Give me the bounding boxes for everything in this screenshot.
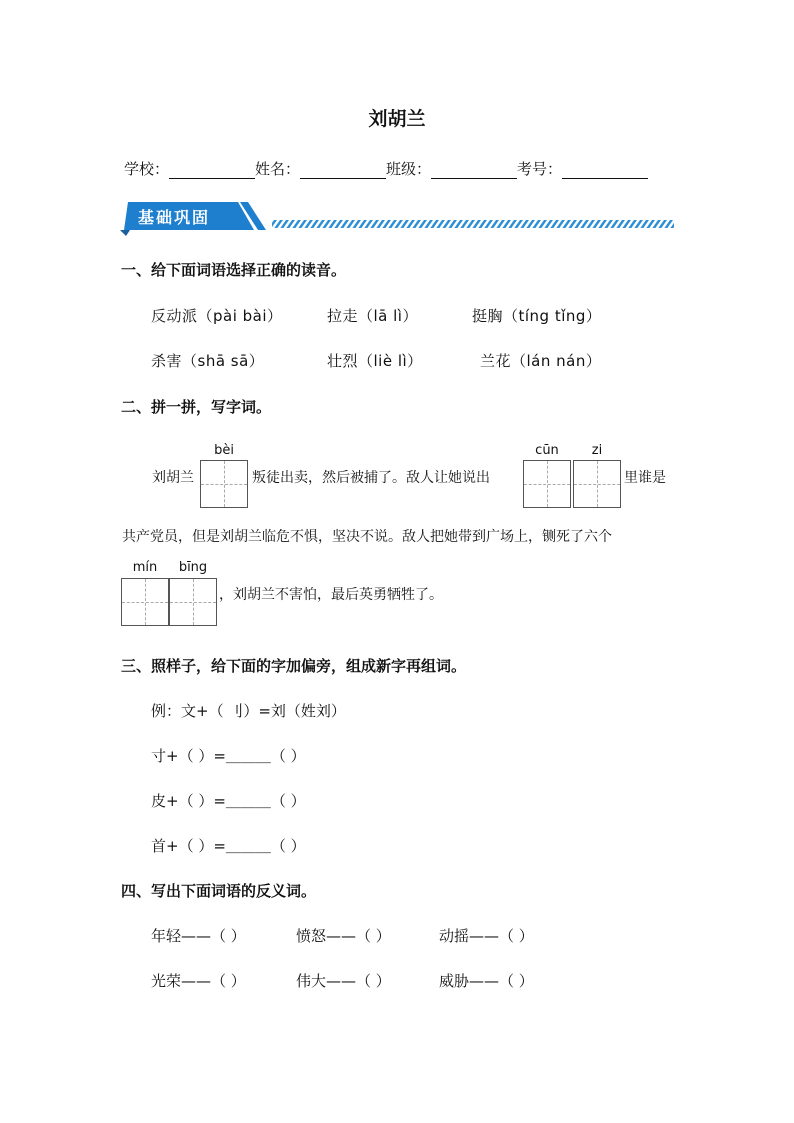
q2-text-3: 里谁是 — [624, 470, 666, 486]
q4-item[interactable]: 威胁——（ ） — [439, 972, 534, 990]
q1-item: 壮烈（liè lì） — [327, 352, 423, 370]
q3-heading: 三、照样子，给下面的字加偏旁，组成新字再组词。 — [121, 657, 467, 675]
student-info-row — [124, 158, 648, 179]
q2-text-1: 刘胡兰 — [152, 470, 194, 486]
writing-box-bei[interactable] — [200, 460, 248, 508]
q4-item[interactable]: 动摇——（ ） — [439, 927, 534, 945]
writing-box-zi[interactable] — [573, 460, 621, 508]
writing-box-bing[interactable] — [169, 578, 217, 626]
number-blank[interactable] — [562, 160, 648, 179]
q1-item: 反动派（pài bài） — [151, 307, 283, 325]
pinyin-bing: bīng — [178, 560, 208, 575]
q1-heading: 一、给下面词语选择正确的读音。 — [121, 261, 347, 279]
school-blank[interactable] — [169, 160, 255, 179]
q2-text-2: 叛徒出卖，然后被捕了。敌人让她说出 — [252, 470, 490, 486]
q3-example: 例：文+（ 刂）=刘（姓刘） — [151, 702, 346, 720]
q3-item[interactable]: 寸+（ ）=＿＿＿（ ） — [151, 747, 306, 765]
q1-item: 兰花（lán nán） — [480, 352, 602, 370]
q2-text-5: ，刘胡兰不害怕，最后英勇牺牲了。 — [219, 587, 443, 603]
name-label: 姓名： — [255, 160, 301, 178]
section-banner — [120, 200, 675, 238]
class-label: 班级： — [386, 160, 432, 178]
q2-text-4: 共产党员，但是刘胡兰临危不惧，坚决不说。敌人把她带到广场上，铡死了六个 — [122, 529, 612, 545]
school-label: 学校： — [124, 160, 170, 178]
q2-heading: 二、拼一拼，写字词。 — [121, 398, 272, 416]
pinyin-cun: cūn — [535, 443, 559, 458]
name-blank[interactable] — [300, 160, 386, 179]
page-title: 刘胡兰 — [368, 108, 426, 130]
q4-heading: 四、写出下面词语的反义词。 — [121, 882, 317, 900]
q4-item[interactable]: 光荣——（ ） — [151, 972, 246, 990]
q1-item: 拉走（lā lì） — [327, 307, 418, 325]
banner-label: 基础巩固 — [138, 208, 211, 227]
writing-box-min[interactable] — [121, 578, 169, 626]
pinyin-bei: bèi — [214, 443, 234, 458]
q4-item[interactable]: 愤怒——（ ） — [296, 927, 391, 945]
q4-item[interactable]: 年轻——（ ） — [151, 927, 246, 945]
class-blank[interactable] — [431, 160, 517, 179]
pinyin-min: mín — [132, 560, 158, 575]
writing-box-cun[interactable] — [523, 460, 571, 508]
q3-item[interactable]: 皮+（ ）=＿＿＿（ ） — [151, 792, 306, 810]
q3-item[interactable]: 首+（ ）=＿＿＿（ ） — [151, 837, 306, 855]
pinyin-zi: zi — [591, 443, 603, 458]
q1-item: 挺胸（tíng tǐng） — [472, 307, 602, 325]
q4-item[interactable]: 伟大——（ ） — [296, 972, 391, 990]
q1-item: 杀害（shā sā） — [151, 352, 265, 370]
number-label: 考号： — [517, 160, 563, 178]
